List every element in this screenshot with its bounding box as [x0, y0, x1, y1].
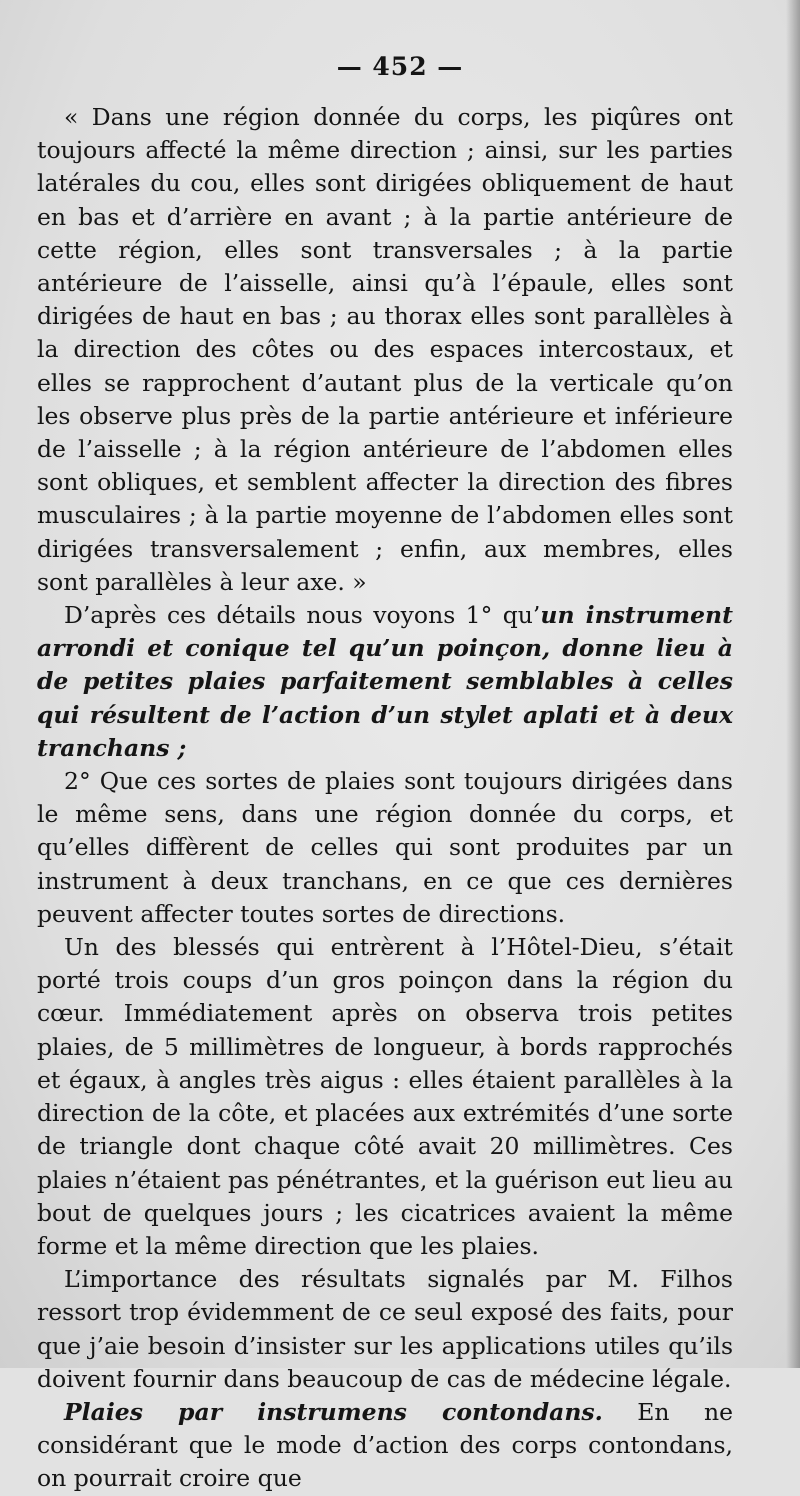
section-heading-contondans: Plaies par instrumens contondans.	[64, 1397, 603, 1426]
body-text	[37, 101, 733, 1496]
paragraph-quote-piqures: « Dans une région donnée du corps, les piqûres ont toujours affecté la même direction ; ainsi, sur les parties latérales du cou, elles sont dirigées obliquement de haut en bas et d’arrière en avant ; à la partie antérieure de cette région, elles sont transversales ; à la partie antérieure de l’aisselle, ainsi qu’à l’épaule, elles sont dirigées de haut en bas ; au thorax elles sont parallèles à la direction des côtes ou des espaces intercostaux, et elles se rapprochent d’autant plus de la verticale qu’on les observe plus près de la partie antérieure et inférieure de l’aisselle ; à la région antérieure de l’abdomen elles sont obliques, et semblent affecter la direction des fibres musculaires ; à la partie moyenne de l’abdomen elles sont dirigées transversalement ; enfin, aux membres, elles sont parallèles à leur axe. »	[37, 103, 733, 596]
conclusion-1-italic: un instrument arrondi et conique tel qu’un poinçon, donne lieu à de petites plaies parfaitement semblables à celles qui résultent de l’action d’un stylet aplati et à deux tranchans ;	[37, 601, 733, 762]
page-number: — 452 —	[336, 52, 464, 81]
paragraph-conclusion-2: 2° Que ces sortes de plaies sont toujours dirigées dans le même sens, dans une région donnée du corps, et qu’elles diffèrent de celles qui sont produites par un instrument à deux tranchans, en ce que ces dernières peuvent affecter toutes sortes de directions.	[37, 767, 733, 928]
paragraph-conclusion-1	[37, 599, 733, 765]
paragraph-plaies-contondans	[37, 1396, 733, 1496]
paragraph-filhos-importance: L’importance des résultats signalés par M. Filhos ressort trop évidemment de ce seul exposé des faits, pour que j’aie besoin d’insister sur les applications utiles qu’ils doivent fournir dans beaucoup de cas de médecine légale.	[37, 1265, 733, 1393]
page-edge-shadow	[786, 0, 800, 1368]
conclusion-1-lead: D’après ces détails nous voyons 1° qu’	[64, 601, 541, 630]
paragraph-hotel-dieu-case: Un des blessés qui entrèrent à l’Hôtel-Dieu, s’était porté trois coups d’un gros poinçon dans la région du cœur. Immédiatement après on observa trois petites plaies, de 5 millimètres de longueur, à bords rapprochés et égaux, à angles très aigus : elles étaient parallèles à la direction de la côte, et placées aux extrémités d’une sorte de triangle dont chaque côté avait 20 millimètres. Ces plaies n’étaient pas pénétrantes, et la guérison eut lieu au bout de quelques jours ; les cicatrices avaient la même forme et la même direction que les plaies.	[37, 933, 733, 1260]
contondans-text: En ne considérant que le mode d’action des corps contondans, on pourrait croire que	[37, 1397, 733, 1493]
